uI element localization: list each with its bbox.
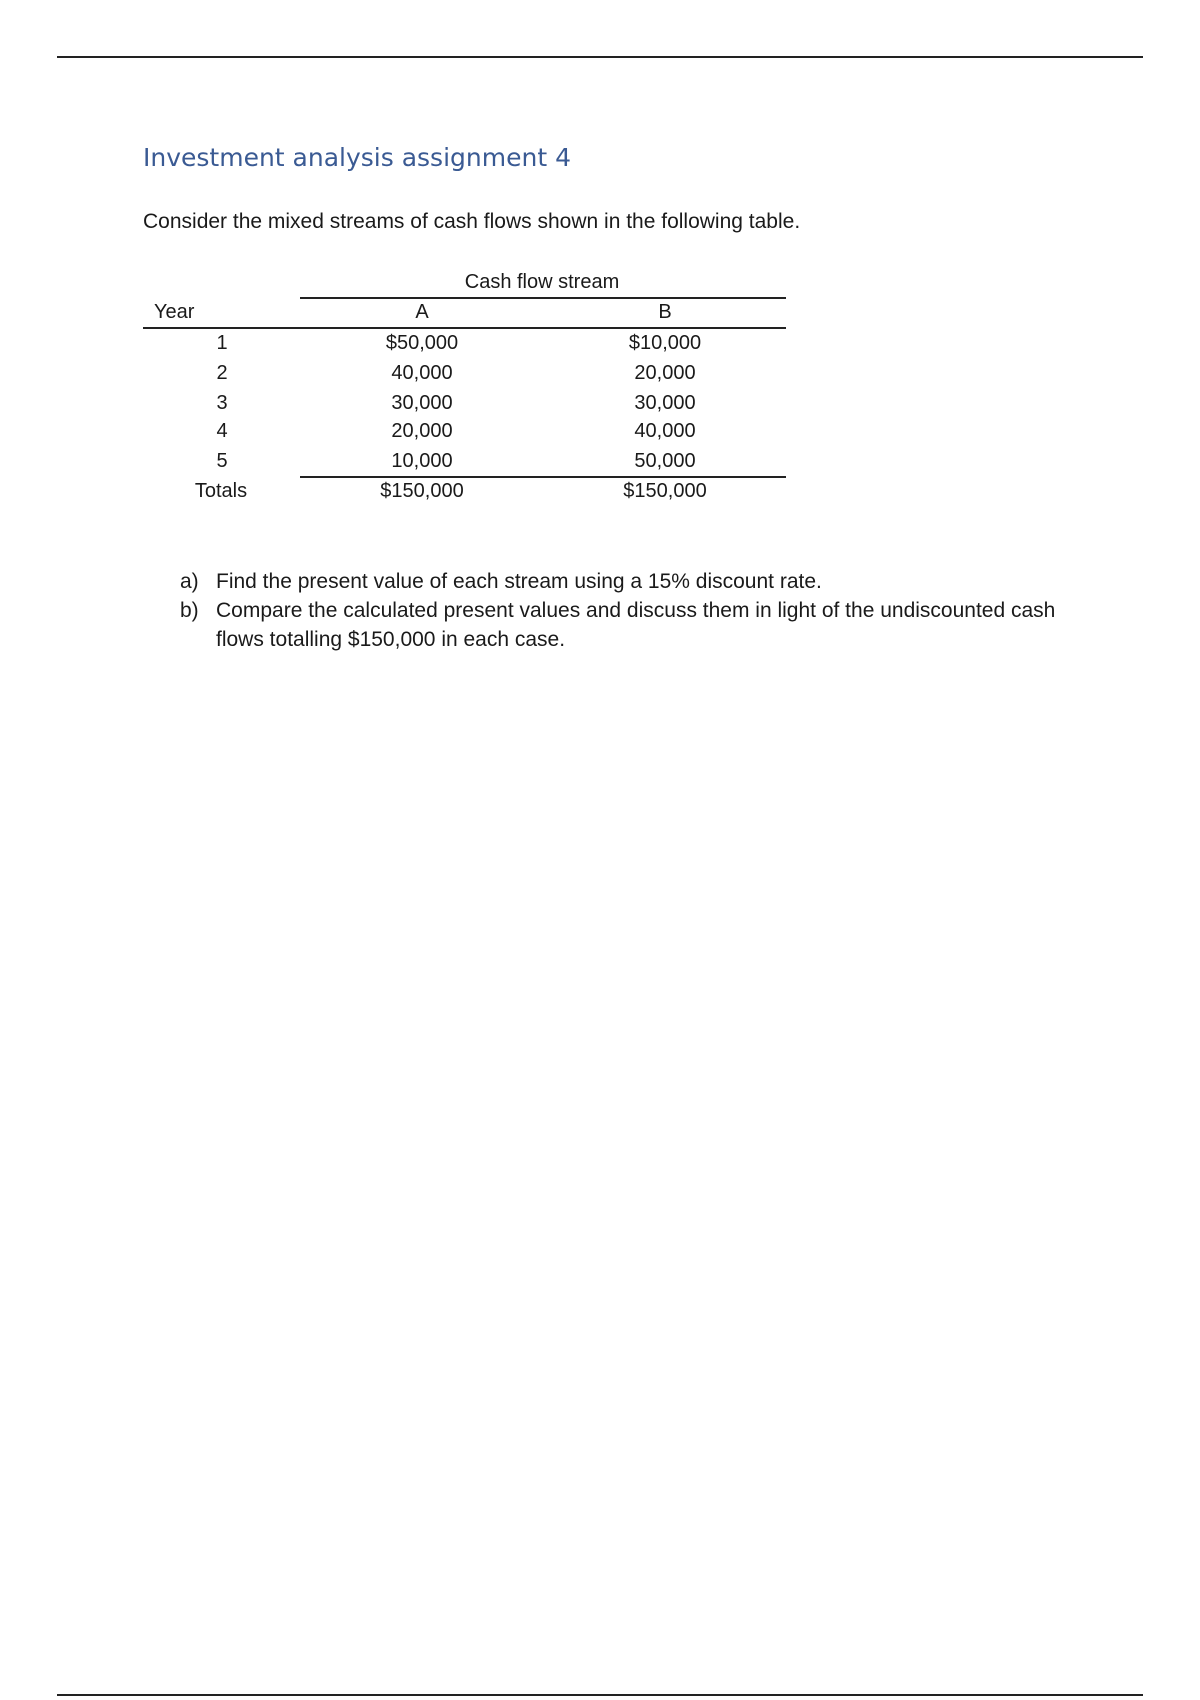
footer-rule [57, 1694, 1143, 1696]
question-marker: a) [180, 570, 199, 593]
question-item [180, 596, 1080, 654]
totals-rule [300, 476, 786, 478]
question-item [180, 567, 1080, 596]
column-b-header: B [658, 301, 672, 323]
stream-b-cell: 20,000 [634, 362, 696, 384]
stream-a-cell: 30,000 [391, 392, 453, 414]
stream-b-cell: 30,000 [634, 392, 696, 414]
stream-a-cell: 40,000 [391, 362, 453, 384]
stream-a-cell: $50,000 [385, 332, 459, 354]
totals-label: Totals [194, 480, 248, 502]
year-header: Year [154, 301, 195, 323]
stream-b-cell: 50,000 [634, 450, 696, 472]
year-cell: 2 [216, 362, 228, 384]
header-rule [143, 327, 786, 329]
year-cell: 5 [216, 450, 228, 472]
table-group-header: Cash flow stream [464, 271, 620, 293]
cash-flow-table [0, 0, 1200, 520]
year-cell: 1 [216, 332, 228, 354]
document-title: Investment analysis assignment 4 [143, 143, 571, 172]
column-a-header: A [415, 301, 429, 323]
question-list [180, 567, 1080, 654]
stream-b-cell: $10,000 [628, 332, 702, 354]
stream-a-cell: 20,000 [391, 420, 453, 442]
question-text: Compare the calculated present values and discuss them in light of the undiscounted cash flows totalling $150,000 in each case. [216, 599, 1056, 651]
total-a-cell: $150,000 [380, 480, 464, 502]
year-cell: 4 [216, 420, 228, 442]
group-header-rule [300, 297, 786, 299]
intro-paragraph: Consider the mixed streams of cash flows shown in the following table. [143, 210, 801, 233]
stream-b-cell: 40,000 [634, 420, 696, 442]
year-cell: 3 [216, 392, 228, 414]
question-marker: b) [180, 599, 199, 622]
stream-a-cell: 10,000 [391, 450, 453, 472]
question-text: Find the present value of each stream using a 15% discount rate. [216, 570, 822, 593]
total-b-cell: $150,000 [623, 480, 707, 502]
